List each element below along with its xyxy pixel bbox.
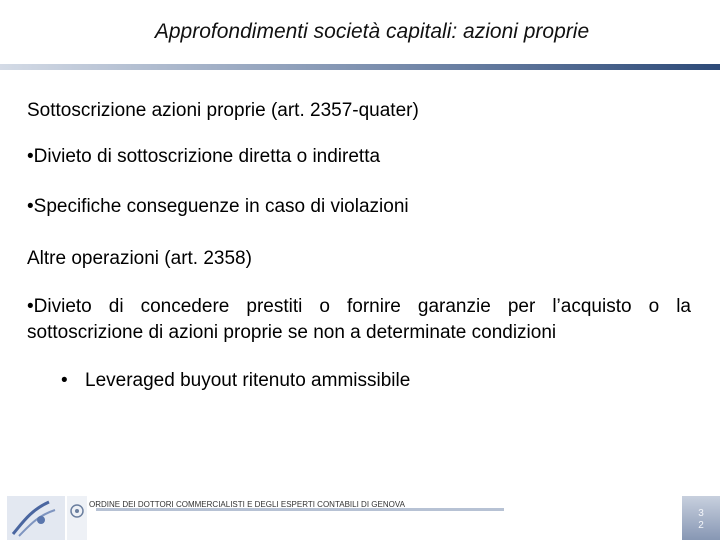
sub-bullet-marker: • bbox=[61, 370, 68, 391]
sub-bullet-text: Leveraged buyout ritenuto ammissibile bbox=[85, 370, 411, 391]
title-divider bbox=[0, 64, 720, 70]
slide-title: Approfondimenti società capitali: azioni proprie bbox=[154, 20, 590, 43]
bullet-divieto-prestiti: •Divieto di concedere prestiti o fornire garanzie per l’acquisto o la sottoscrizione di azioni proprie se non a determinate condizioni bbox=[27, 296, 691, 343]
bullet-divieto-sottoscrizione: •Divieto di sottoscrizione diretta o indiretta bbox=[27, 146, 381, 167]
slide-number-digit-2: 2 bbox=[698, 520, 704, 531]
section-heading-altre-operazioni: Altre operazioni (art. 2358) bbox=[27, 248, 252, 269]
slide-number-digit-1: 3 bbox=[698, 508, 704, 519]
order-logo bbox=[7, 496, 65, 540]
slide-number bbox=[690, 508, 712, 532]
footer-organization: ORDINE DEI DOTTORI COMMERCIALISTI E DEGLI ESPERTI CONTABILI DI GENOVA bbox=[89, 500, 405, 509]
genova-seal-icon bbox=[67, 496, 87, 540]
sub-bullet-leveraged-buyout bbox=[61, 368, 691, 394]
slide-body bbox=[27, 98, 691, 394]
bullet-conseguenze-violazioni: •Specifiche conseguenze in caso di violazioni bbox=[27, 196, 409, 217]
section-heading-sottoscrizione: Sottoscrizione azioni proprie (art. 2357-quater) bbox=[27, 100, 419, 121]
